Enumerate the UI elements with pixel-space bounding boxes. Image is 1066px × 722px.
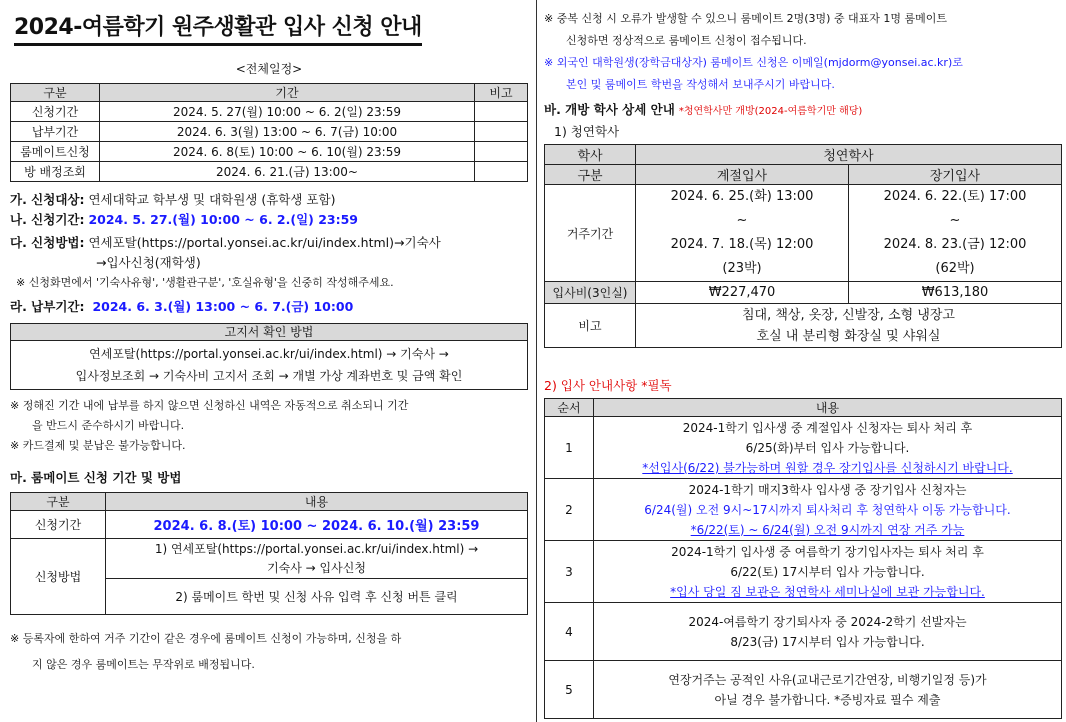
guide-row-line2: 6/24(월) 오전 9시~17시까지 퇴사처리 후 청연학사 이동 가능합니다. (644, 502, 1011, 517)
schedule-note (475, 102, 528, 122)
section-pay-period-text: 2024. 6. 3.(월) 13:00 ~ 6. 7.(금) 10:00 (92, 299, 354, 314)
guide-row-line1: 2024-1학기 매지3학사 입사생 중 장기입사 신청자는 (688, 482, 967, 497)
schedule-label: 방 배정조회 (11, 162, 100, 182)
guide-row-content (594, 479, 1062, 541)
guide-row-content (594, 541, 1062, 603)
section-apply-method-line2: →입사신청(재학생) (96, 255, 201, 270)
table-row (545, 603, 1062, 661)
bill-box-line2: 입사정보조회 → 기숙사비 고지서 조회 → 개별 가상 계좌번호 및 금액 확인 (75, 369, 463, 383)
guide-row-content (594, 661, 1062, 719)
guide-row-line1: 2024-1학기 입사생 중 계절입사 신청자는 퇴사 처리 후 (682, 420, 973, 435)
roommate-period-label: 신청기간 (11, 511, 106, 539)
guide-header-content: 내용 (594, 399, 1062, 417)
section-target-label: 가. 신청대상: (10, 192, 85, 207)
schedule-period: 2024. 5. 27(월) 10:00 ~ 6. 2(일) 23:59 (100, 102, 475, 122)
left-column (10, 0, 528, 675)
guide-row-line3: *6/22(토) ~ 6/24(월) 오전 9시까지 연장 거주 가능 (690, 522, 965, 537)
note-pay-1b: 을 반드시 준수하시기 바랍니다. (32, 419, 185, 432)
right-column (544, 0, 1062, 719)
sub-heading-guide: 2) 입사 안내사항 *필독 (544, 378, 672, 393)
note-roommate-a: ※ 등록자에 한하여 거주 기간이 같은 경우에 룸메이트 신청이 가능하며, 신청을 하 (10, 632, 402, 645)
note-foreign-a: ※ 외국인 대학원생(장학금대상자) 룸메이트 신청은 이메일(mjdorm@yonsei.ac.kr)로 (544, 56, 963, 69)
dorm-header-type: 구분 (545, 165, 636, 185)
roommate-header-type: 구분 (11, 493, 106, 511)
section-target (10, 190, 528, 210)
section-open-hall-sub: *청연학사만 개방(2024-여름학기만 해당) (678, 106, 863, 117)
dorm-season-stay (636, 185, 849, 282)
guide-row-content (594, 417, 1062, 479)
table-row (11, 122, 528, 142)
guide-row-line1: 2024-1학기 입사생 중 여름학기 장기입사자는 퇴사 처리 후 (671, 544, 984, 559)
table-row (545, 417, 1062, 479)
guide-header-no: 순서 (545, 399, 594, 417)
table-row (545, 479, 1062, 541)
note-roommate-b: 지 않은 경우 룸메이트는 무작위로 배정됩니다. (32, 658, 255, 671)
section-apply-method-label: 다. 신청방법: (10, 235, 85, 250)
roommate-table (10, 492, 528, 615)
note-dup-a: ※ 중복 신청 시 오류가 발생할 수 있으니 룸메이트 2명(3명) 중 대표자 1명 룸메이트 (544, 12, 948, 25)
dorm-season-start: 2024. 6. 25.(화) 13:00 (670, 189, 814, 204)
schedule-label: 납부기간 (11, 122, 100, 142)
guide-row-line2: 아닐 경우 불가합니다. *증빙자료 필수 제출 (714, 692, 941, 707)
section-apply-method (10, 233, 528, 253)
section-apply-period (10, 210, 528, 230)
bill-box (10, 323, 528, 390)
table-row (11, 102, 528, 122)
section-apply-period-text: 2024. 5. 27.(월) 10:00 ~ 6. 2.(일) 23:59 (88, 212, 359, 227)
section-apply-period-label: 나. 신청기간: (10, 212, 85, 227)
section-open-hall-label: 바. 개방 학사 상세 안내 (544, 102, 675, 117)
schedule-header-note: 비고 (475, 84, 528, 102)
schedule-header-period: 기간 (100, 84, 475, 102)
table-row (545, 541, 1062, 603)
dorm-header-long: 장기입사 (849, 165, 1062, 185)
schedule-period: 2024. 6. 8(토) 10:00 ~ 6. 10(월) 23:59 (100, 142, 475, 162)
sub-heading-hall: 1) 청연학사 (554, 124, 620, 139)
roommate-method-1 (106, 539, 528, 579)
dorm-long-stay (849, 185, 1062, 282)
dorm-season-end: 2024. 7. 18.(목) 12:00 (670, 237, 814, 252)
roommate-method-1b: 기숙사 → 입사신청 (267, 560, 366, 575)
table-row (545, 282, 1062, 304)
bill-box-body (10, 341, 528, 390)
dorm-remark (636, 304, 1062, 348)
guide-row-no: 3 (545, 541, 594, 603)
schedule-caption: <전체일정> (235, 62, 303, 76)
guide-row-content (594, 603, 1062, 661)
guide-row-line3: *선입사(6/22) 불가능하며 원할 경우 장기입사를 신청하시기 바랍니다. (642, 460, 1013, 475)
guide-table (544, 398, 1062, 719)
dorm-long-start: 2024. 6. 22.(토) 17:00 (883, 189, 1027, 204)
note-pay-1a: ※ 정해진 기간 내에 납부를 하지 않으면 신청하신 내역은 자동적으로 취소되니 기간 (10, 399, 409, 412)
bill-box-line1: 연세포탈(https://portal.yonsei.ac.kr/ui/index.html) → 기숙사 → (89, 347, 449, 361)
guide-row-no: 2 (545, 479, 594, 541)
dorm-long-nights: (62박) (935, 261, 975, 276)
dorm-remark-1: 침대, 책상, 옷장, 신발장, 소형 냉장고 (741, 307, 955, 323)
note-pay-2: ※ 카드결제 및 분납은 불가능합니다. (10, 439, 186, 452)
schedule-period: 2024. 6. 3(월) 13:00 ~ 6. 7(금) 10:00 (100, 122, 475, 142)
table-row (11, 511, 528, 539)
dorm-remark-label: 비고 (545, 304, 636, 348)
guide-row-no: 4 (545, 603, 594, 661)
schedule-label: 신청기간 (11, 102, 100, 122)
dorm-table (544, 144, 1062, 348)
schedule-note (475, 142, 528, 162)
roommate-method-1a: 1) 연세포탈(https://portal.yonsei.ac.kr/ui/index.html) → (154, 541, 479, 556)
schedule-note (475, 162, 528, 182)
table-row (11, 162, 528, 182)
schedule-note (475, 122, 528, 142)
table-row (545, 185, 1062, 282)
note-foreign-b: 본인 및 룸메이트 학번을 작성해서 보내주시기 바랍니다. (566, 78, 835, 91)
section-apply-method-text1: 연세포탈(https://portal.yonsei.ac.kr/ui/index.html)→기숙사 (88, 235, 441, 250)
dorm-remark-2: 호실 내 분리형 화장실 및 샤워실 (756, 328, 941, 344)
guide-row-line2: 6/25(화)부터 입사 가능합니다. (745, 440, 910, 455)
table-row (11, 539, 528, 579)
roommate-period: 2024. 6. 8.(토) 10:00 ~ 2024. 6. 10.(월) 23:59 (106, 511, 528, 539)
schedule-period: 2024. 6. 21.(금) 13:00~ (100, 162, 475, 182)
guide-row-line3: *입사 당일 짐 보관은 청연학사 세미나실에 보관 가능합니다. (670, 584, 985, 599)
dorm-long-fee: ₩613,180 (849, 282, 1062, 304)
table-row (545, 661, 1062, 719)
guide-row-line2: 8/23(금) 17시부터 입사 가능합니다. (730, 634, 925, 649)
dorm-long-tilde: ~ (949, 213, 961, 228)
dorm-header-hall: 학사 (545, 145, 636, 165)
dorm-season-fee: ₩227,470 (636, 282, 849, 304)
section-roommate (10, 468, 528, 488)
dorm-fee-label: 입사비(3인실) (545, 282, 636, 304)
section-pay-period (10, 297, 528, 317)
schedule-table (10, 83, 528, 182)
guide-row-line1: 2024-여름학기 장기퇴사자 중 2024-2학기 선발자는 (688, 614, 967, 629)
schedule-label: 룸메이트신청 (11, 142, 100, 162)
section-pay-period-label: 라. 납부기간: (10, 299, 85, 314)
dorm-season-nights: (23박) (722, 261, 762, 276)
dorm-header-hall-value: 청연학사 (636, 145, 1062, 165)
roommate-header-content: 내용 (106, 493, 528, 511)
schedule-header-type: 구분 (11, 84, 100, 102)
note-dup-b: 신청하면 정상적으로 룸메이트 신청이 접수됩니다. (566, 34, 807, 47)
dorm-season-tilde: ~ (736, 213, 748, 228)
dorm-stay-label: 거주기간 (545, 185, 636, 282)
guide-row-no: 5 (545, 661, 594, 719)
guide-row-line1: 연장거주는 공적인 사유(교내근로기간연장, 비행기일정 등)가 (668, 672, 987, 687)
table-row (11, 142, 528, 162)
page-title: 2024-여름학기 원주생활관 입사 신청 안내 (14, 10, 422, 46)
guide-row-no: 1 (545, 417, 594, 479)
dorm-header-season: 계절입사 (636, 165, 849, 185)
column-divider (536, 0, 537, 722)
note-apply-screen: ※ 신청화면에서 '기숙사유형', '생활관구분', '호실유형'을 신중히 작성해주세요. (16, 276, 394, 289)
section-open-hall (544, 100, 1062, 122)
dorm-long-end: 2024. 8. 23.(금) 12:00 (883, 237, 1027, 252)
section-target-text: 연세대학교 학부생 및 대학원생 (휴학생 포함) (88, 192, 336, 207)
roommate-method-label: 신청방법 (11, 539, 106, 615)
roommate-method-2: 2) 룸메이트 학번 및 신청 사유 입력 후 신청 버튼 클릭 (106, 579, 528, 615)
table-row (545, 304, 1062, 348)
guide-row-line2: 6/22(토) 17시부터 입사 가능합니다. (730, 564, 925, 579)
bill-box-head: 고지서 확인 방법 (10, 323, 528, 341)
section-roommate-label: 마. 룸메이트 신청 기간 및 방법 (10, 470, 182, 485)
